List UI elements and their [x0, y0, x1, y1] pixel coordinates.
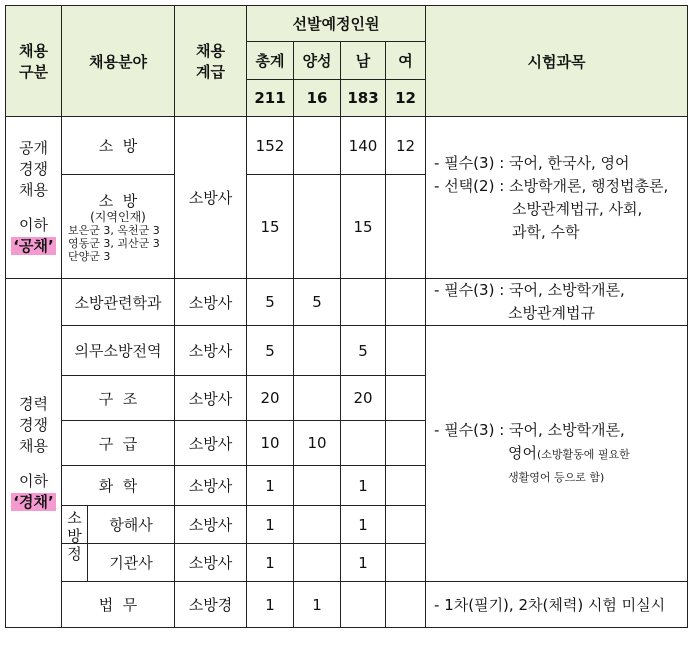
equal-cell — [294, 117, 341, 175]
field-cell-regional — [62, 175, 175, 279]
grade-cell: 소방사 — [175, 421, 247, 466]
region-line: 영동군 3, 괴산군 3 — [68, 237, 160, 250]
category-open — [6, 117, 62, 279]
total-cell: 5 — [247, 279, 294, 326]
grade-cell: 소방경 — [175, 582, 247, 628]
male-cell: 140 — [341, 117, 386, 175]
total-cell: 20 — [247, 376, 294, 421]
total-cell: 1 — [247, 466, 294, 506]
subject-line: - 필수(3) : 국어, 소방학개론, — [434, 420, 625, 439]
male-cell — [341, 421, 386, 466]
header-equal: 양성 — [294, 42, 341, 80]
subject-line: - 선택(2) : 소방학개론, 행정법총론, — [434, 176, 669, 195]
field-label: 기관사 — [109, 554, 153, 572]
sum-female: 12 — [386, 80, 426, 117]
field-cell: 법 무 — [62, 582, 175, 628]
vessel-char: 방 — [67, 527, 82, 545]
total-cell: 1 — [247, 506, 294, 544]
subject-line: 소방관계법규 — [508, 304, 595, 322]
male-cell: 15 — [341, 175, 386, 279]
sum-male: 183 — [341, 80, 386, 117]
abbr-career: ‘경채’ — [13, 492, 54, 511]
header-grade-line2: 계급 — [196, 63, 225, 81]
subject-note: (소방활동에 필요한 — [537, 447, 630, 461]
field-cell: 구 급 — [62, 421, 175, 466]
equal-cell — [294, 466, 341, 506]
field-cell: 구 조 — [62, 376, 175, 421]
subject-line: 과학, 수학 — [512, 222, 580, 241]
field-sub: (지역인재) — [90, 210, 146, 224]
field-cell: 화 학 — [62, 466, 175, 506]
subjects-open — [426, 117, 688, 279]
header-grade-line1: 채용 — [196, 42, 225, 60]
header-total: 총계 — [247, 42, 294, 80]
header-category-line1: 채용 — [19, 42, 48, 60]
category-career-line: 채용 — [19, 436, 48, 455]
abbr-open: ‘공채’ — [13, 237, 54, 255]
grade-cell: 소방사 — [175, 279, 247, 326]
header-category-line2: 구분 — [19, 63, 48, 81]
equal-cell — [294, 376, 341, 421]
recruitment-table — [5, 5, 688, 628]
header-male: 남 — [341, 42, 386, 80]
vessel-char: 소 — [67, 509, 82, 527]
subject-note: 생활영어 등으로 함) — [508, 470, 605, 484]
field-cell: 소방관련학과 — [62, 279, 175, 326]
grade-cell: 소방사 — [175, 326, 247, 376]
female-cell — [386, 279, 426, 326]
subject-line: 영어 — [508, 443, 537, 462]
vessel-char: 정 — [67, 545, 82, 563]
grade-cell: 소방사 — [175, 544, 247, 582]
total-cell: 1 — [247, 544, 294, 582]
abbr-prefix: 이하 — [19, 216, 48, 234]
equal-cell — [294, 544, 341, 582]
male-cell: 1 — [341, 544, 386, 582]
equal-cell — [294, 175, 341, 279]
subjects-career-a — [426, 279, 688, 326]
subject-line: - 필수(3) : 국어, 소방학개론, — [434, 281, 625, 299]
female-cell — [386, 326, 426, 376]
male-cell: 1 — [341, 506, 386, 544]
subjects-career-c: - 1차(필기), 2차(체력) 시험 미실시 — [426, 582, 688, 628]
grade-cell: 소방사 — [175, 117, 247, 279]
female-cell — [386, 544, 426, 582]
grade-cell: 소방사 — [175, 376, 247, 421]
total-cell: 5 — [247, 326, 294, 376]
total-cell: 152 — [247, 117, 294, 175]
male-cell: 20 — [341, 376, 386, 421]
header-planned: 선발예정인원 — [247, 6, 426, 42]
header-female: 여 — [386, 42, 426, 80]
female-cell — [386, 582, 426, 628]
subject-line: - 필수(3) : 국어, 한국사, 영어 — [434, 153, 630, 172]
male-cell: 1 — [341, 466, 386, 506]
female-cell: 12 — [386, 117, 426, 175]
category-career-line: 경력 — [19, 394, 48, 413]
total-cell: 10 — [247, 421, 294, 466]
total-cell: 15 — [247, 175, 294, 279]
equal-cell — [294, 506, 341, 544]
female-cell — [386, 506, 426, 544]
region-line: 보은군 3, 옥천군 3 — [68, 224, 160, 237]
female-cell — [386, 466, 426, 506]
header-subjects: 시험과목 — [426, 6, 688, 117]
category-career — [6, 279, 62, 628]
header-grade — [175, 6, 247, 117]
header-category — [6, 6, 62, 117]
region-list — [62, 224, 174, 263]
female-cell — [386, 421, 426, 466]
abbr-prefix: 이하 — [19, 471, 48, 490]
category-open-line: 경쟁 — [19, 160, 48, 178]
subjects-career-b — [426, 326, 688, 582]
grade-cell: 소방사 — [175, 466, 247, 506]
female-cell — [386, 376, 426, 421]
subject-line: 소방관계법규, 사회, — [512, 199, 643, 218]
sum-equal: 16 — [294, 80, 341, 117]
field-cell: 의무소방전역 — [62, 326, 175, 376]
field-cell: 소 방 — [62, 117, 175, 175]
male-cell — [341, 279, 386, 326]
total-cell: 1 — [247, 582, 294, 628]
grade-cell: 소방사 — [175, 506, 247, 544]
male-cell — [341, 582, 386, 628]
header-field: 채용분야 — [62, 6, 175, 117]
equal-cell — [294, 326, 341, 376]
vessel-group-label — [62, 506, 88, 582]
field-label: 소 방 — [98, 192, 138, 210]
male-cell: 5 — [341, 326, 386, 376]
category-career-line: 경쟁 — [19, 415, 48, 434]
category-open-line: 채용 — [19, 181, 48, 199]
region-line: 단양군 3 — [68, 250, 111, 263]
equal-cell: 1 — [294, 582, 341, 628]
category-open-line: 공개 — [19, 139, 48, 157]
equal-cell: 5 — [294, 279, 341, 326]
field-label: 항해사 — [109, 516, 153, 534]
sum-total: 211 — [247, 80, 294, 117]
equal-cell: 10 — [294, 421, 341, 466]
female-cell — [386, 175, 426, 279]
